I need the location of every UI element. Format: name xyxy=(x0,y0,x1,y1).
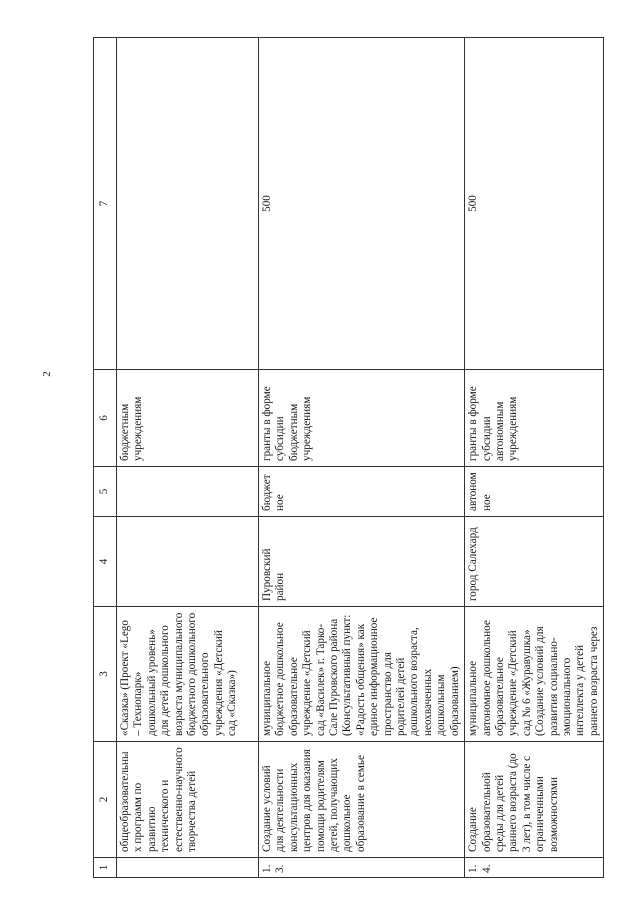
rotated-table-container xyxy=(93,38,600,878)
grant-table xyxy=(93,37,604,878)
column-header: 3 xyxy=(94,607,117,742)
amount-cell: 500 xyxy=(259,38,465,370)
type-cell: автономное xyxy=(465,467,604,517)
header-row xyxy=(94,38,117,878)
direction-cell: Создание условий для деятельности консультационных центров для оказания помощи родителям детей, получающих дошкольное образование в семье xyxy=(259,742,465,858)
row-number: 1.4. xyxy=(465,858,604,878)
page-number: 2 xyxy=(40,371,53,377)
type-cell: бюджетное xyxy=(259,467,465,517)
row-number: 1.3. xyxy=(259,858,465,878)
column-header: 2 xyxy=(94,742,117,858)
form-cell: гранты в форме субсидии бюджетным учреждениям xyxy=(259,370,465,467)
participant-cell: «Сказка» (Проект «Lego – Технопарк» дошкольный уровень» для детей дошкольного возраста муниципального бюджетного дошкольного образовательного учреждения «Детский сад «Сказка») xyxy=(117,607,259,742)
direction-cell: общеобразовательных программ по развитию технического и естественно-научного творчества детей xyxy=(117,742,259,858)
territory-cell xyxy=(117,517,259,607)
territory-cell: город Салехард xyxy=(465,517,604,607)
amount-cell xyxy=(117,38,259,370)
row-number xyxy=(117,858,259,878)
participant-cell: муниципальное автономное дошкольное образовательное учреждение «Детский сад № 6 «Журавушка» (Создание условий для развития социально-эмоционального интеллекта у детей раннего возраста через xyxy=(465,607,604,742)
territory-cell: Пуровский район xyxy=(259,517,465,607)
column-header: 1 xyxy=(94,858,117,878)
table-row xyxy=(465,38,604,878)
table-row xyxy=(117,38,259,878)
column-header: 6 xyxy=(94,370,117,467)
direction-cell: Создание образовательной среды для детей раннего возраста (до 3 лет), в том числе с ограниченными возможностями xyxy=(465,742,604,858)
column-header: 7 xyxy=(94,38,117,370)
form-cell: бюджетным учреждениям xyxy=(117,370,259,467)
participant-cell: муниципальное бюджетное дошкольное образовательное учреждение «Детский сад «Василек» г. Тарко-Сале Пуровского района (Консультативный пункт: «Радость общения» как единое информационное пространство для родителей детей дошкольного возраста, неохваченных дошкольным образованием) xyxy=(259,607,465,742)
form-cell: гранты в форме субсидии автономным учреждениям xyxy=(465,370,604,467)
amount-cell: 500 xyxy=(465,38,604,370)
column-header: 4 xyxy=(94,517,117,607)
table-row xyxy=(259,38,465,878)
type-cell xyxy=(117,467,259,517)
column-header: 5 xyxy=(94,467,117,517)
